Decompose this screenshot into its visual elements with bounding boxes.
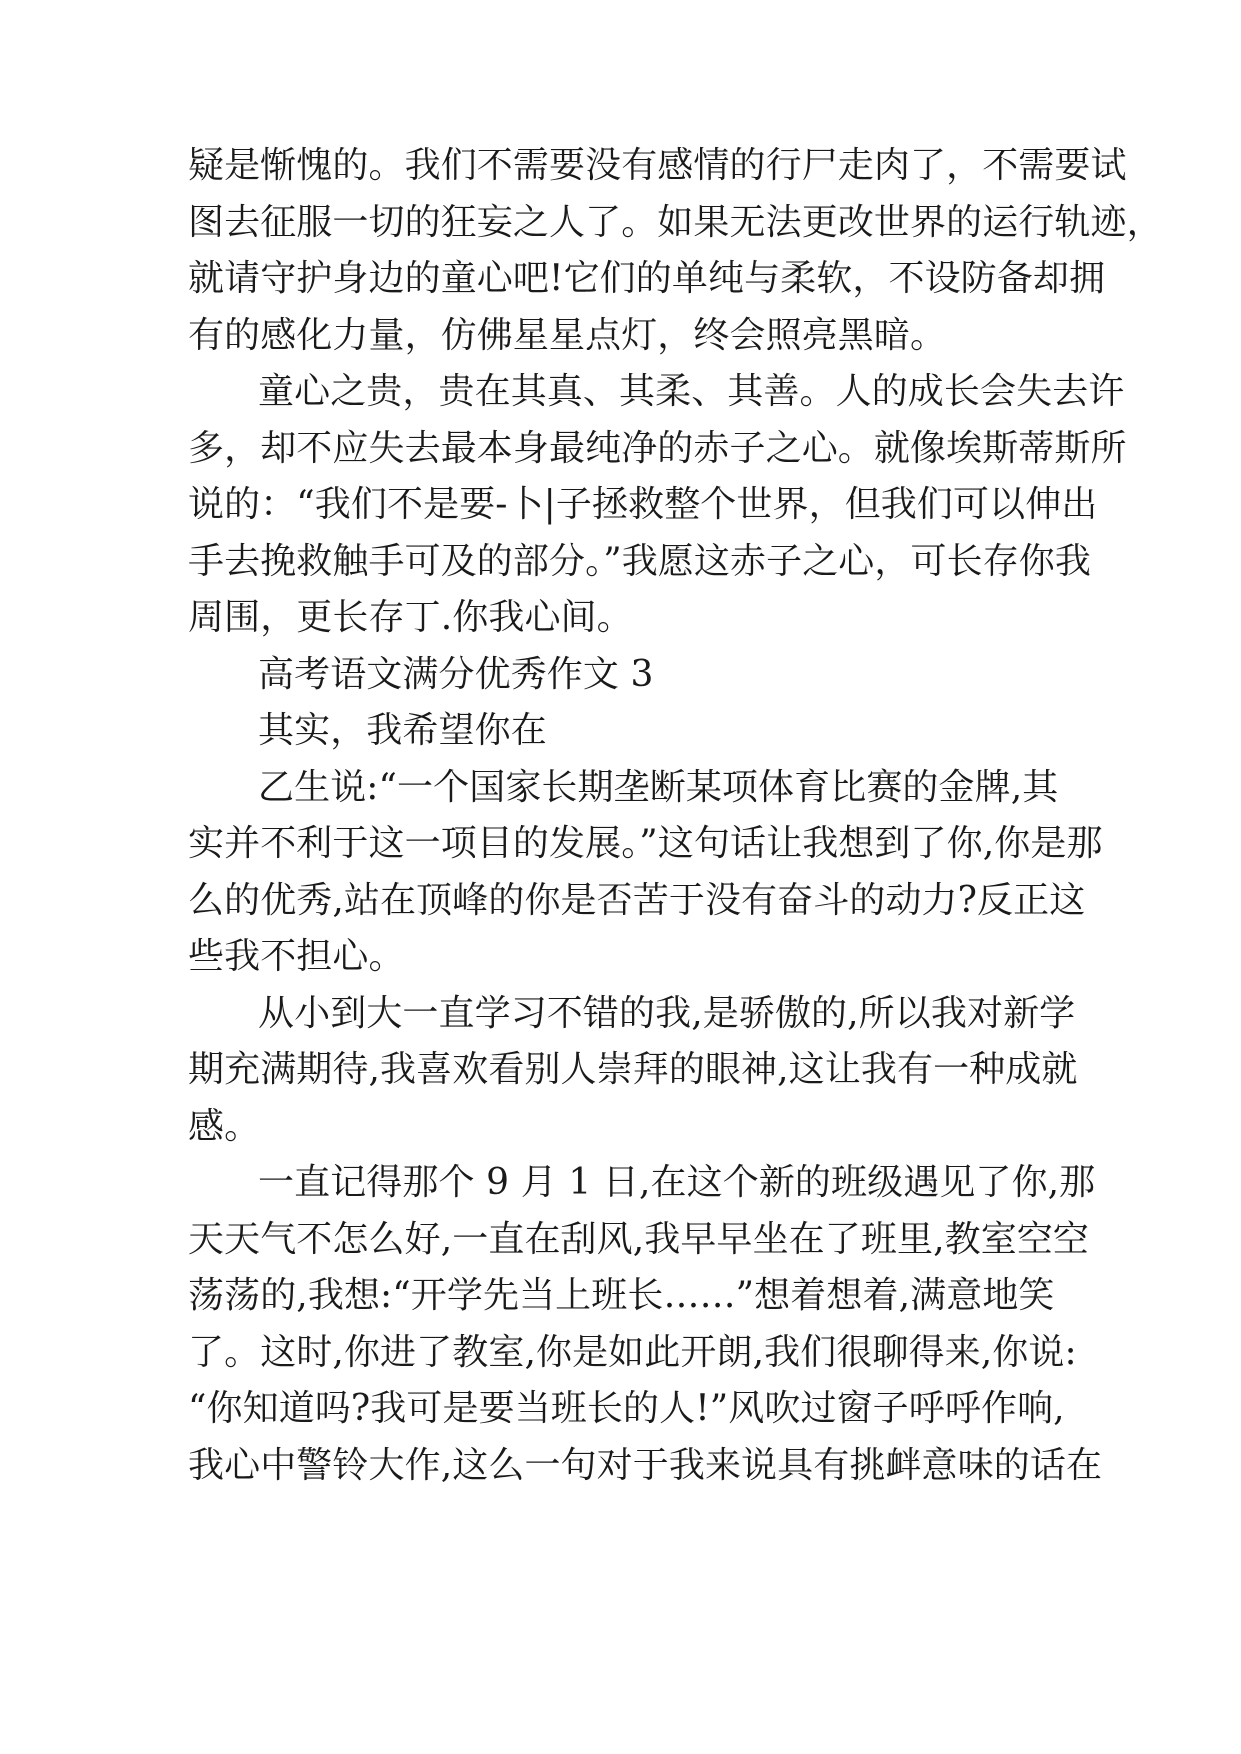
text-line: 疑是惭愧的。我们不需要没有感情的行尸走肉了，不需要试 <box>188 145 1127 186</box>
text-line: 其实，我希望你在 <box>258 710 547 751</box>
text-line: 荡荡的,我想:“开学先当上班长……”想着想着,满意地笑 <box>188 1275 1055 1316</box>
text-line: “你知道吗?我可是要当班长的人!”风吹过窗子呼呼作响, <box>188 1388 1065 1429</box>
text-line: 天天气不怎么好,一直在刮风,我早早坐在了班里,教室空空 <box>188 1219 1090 1260</box>
text-line: 从小到大一直学习不错的我,是骄傲的,所以我对新学 <box>258 993 1076 1034</box>
text-line: 期充满期待,我喜欢看别人崇拜的眼神,这让我有一种成就 <box>188 1049 1078 1090</box>
text-line: 多，却不应失去最本身最纯净的赤子之心。就像埃斯蒂斯所 <box>188 428 1127 469</box>
text-line: 实并不利于这一项目的发展。”这句话让我想到了你,你是那 <box>188 823 1103 864</box>
text-line: 图去征服一切的狂妄之人了。如果无法更改世界的运行轨迹， <box>188 202 1163 243</box>
text-line: 手去挽救触手可及的部分。”我愿这赤子之心，可长存你我 <box>188 541 1092 582</box>
text-line: 感。 <box>188 1106 261 1147</box>
text-line: 些我不担心。 <box>188 936 405 977</box>
text-line: 乙生说:“一个国家长期垄断某项体育比赛的金牌,其 <box>258 767 1059 808</box>
section-heading: 高考语文满分优秀作文 3 <box>258 654 654 695</box>
text-line: 童心之贵，贵在其真、其柔、其善。人的成长会失去许 <box>258 371 1125 412</box>
text-line: 我心中警铃大作,这么一句对于我来说具有挑衅意味的话在 <box>188 1445 1103 1486</box>
text-line: 就请守护身边的童心吧!它们的单纯与柔软，不设防备却拥 <box>188 258 1106 299</box>
text-line: 有的感化力量，仿佛星星点灯，终会照亮黑暗。 <box>188 315 947 356</box>
text-line: 一直记得那个 9 月 1 日,在这个新的班级遇见了你,那 <box>258 1162 1096 1203</box>
text-line: 说的：“我们不是要-卜|子拯救整个世界，但我们可以伸出 <box>188 484 1098 525</box>
text-line: 周围，更长存丁.你我心间。 <box>188 597 633 638</box>
text-line: 了。这时,你进了教室,你是如此开朗,我们很聊得来,你说: <box>188 1332 1077 1373</box>
text-line: 么的优秀,站在顶峰的你是否苦于没有奋斗的动力?反正这 <box>188 880 1086 921</box>
